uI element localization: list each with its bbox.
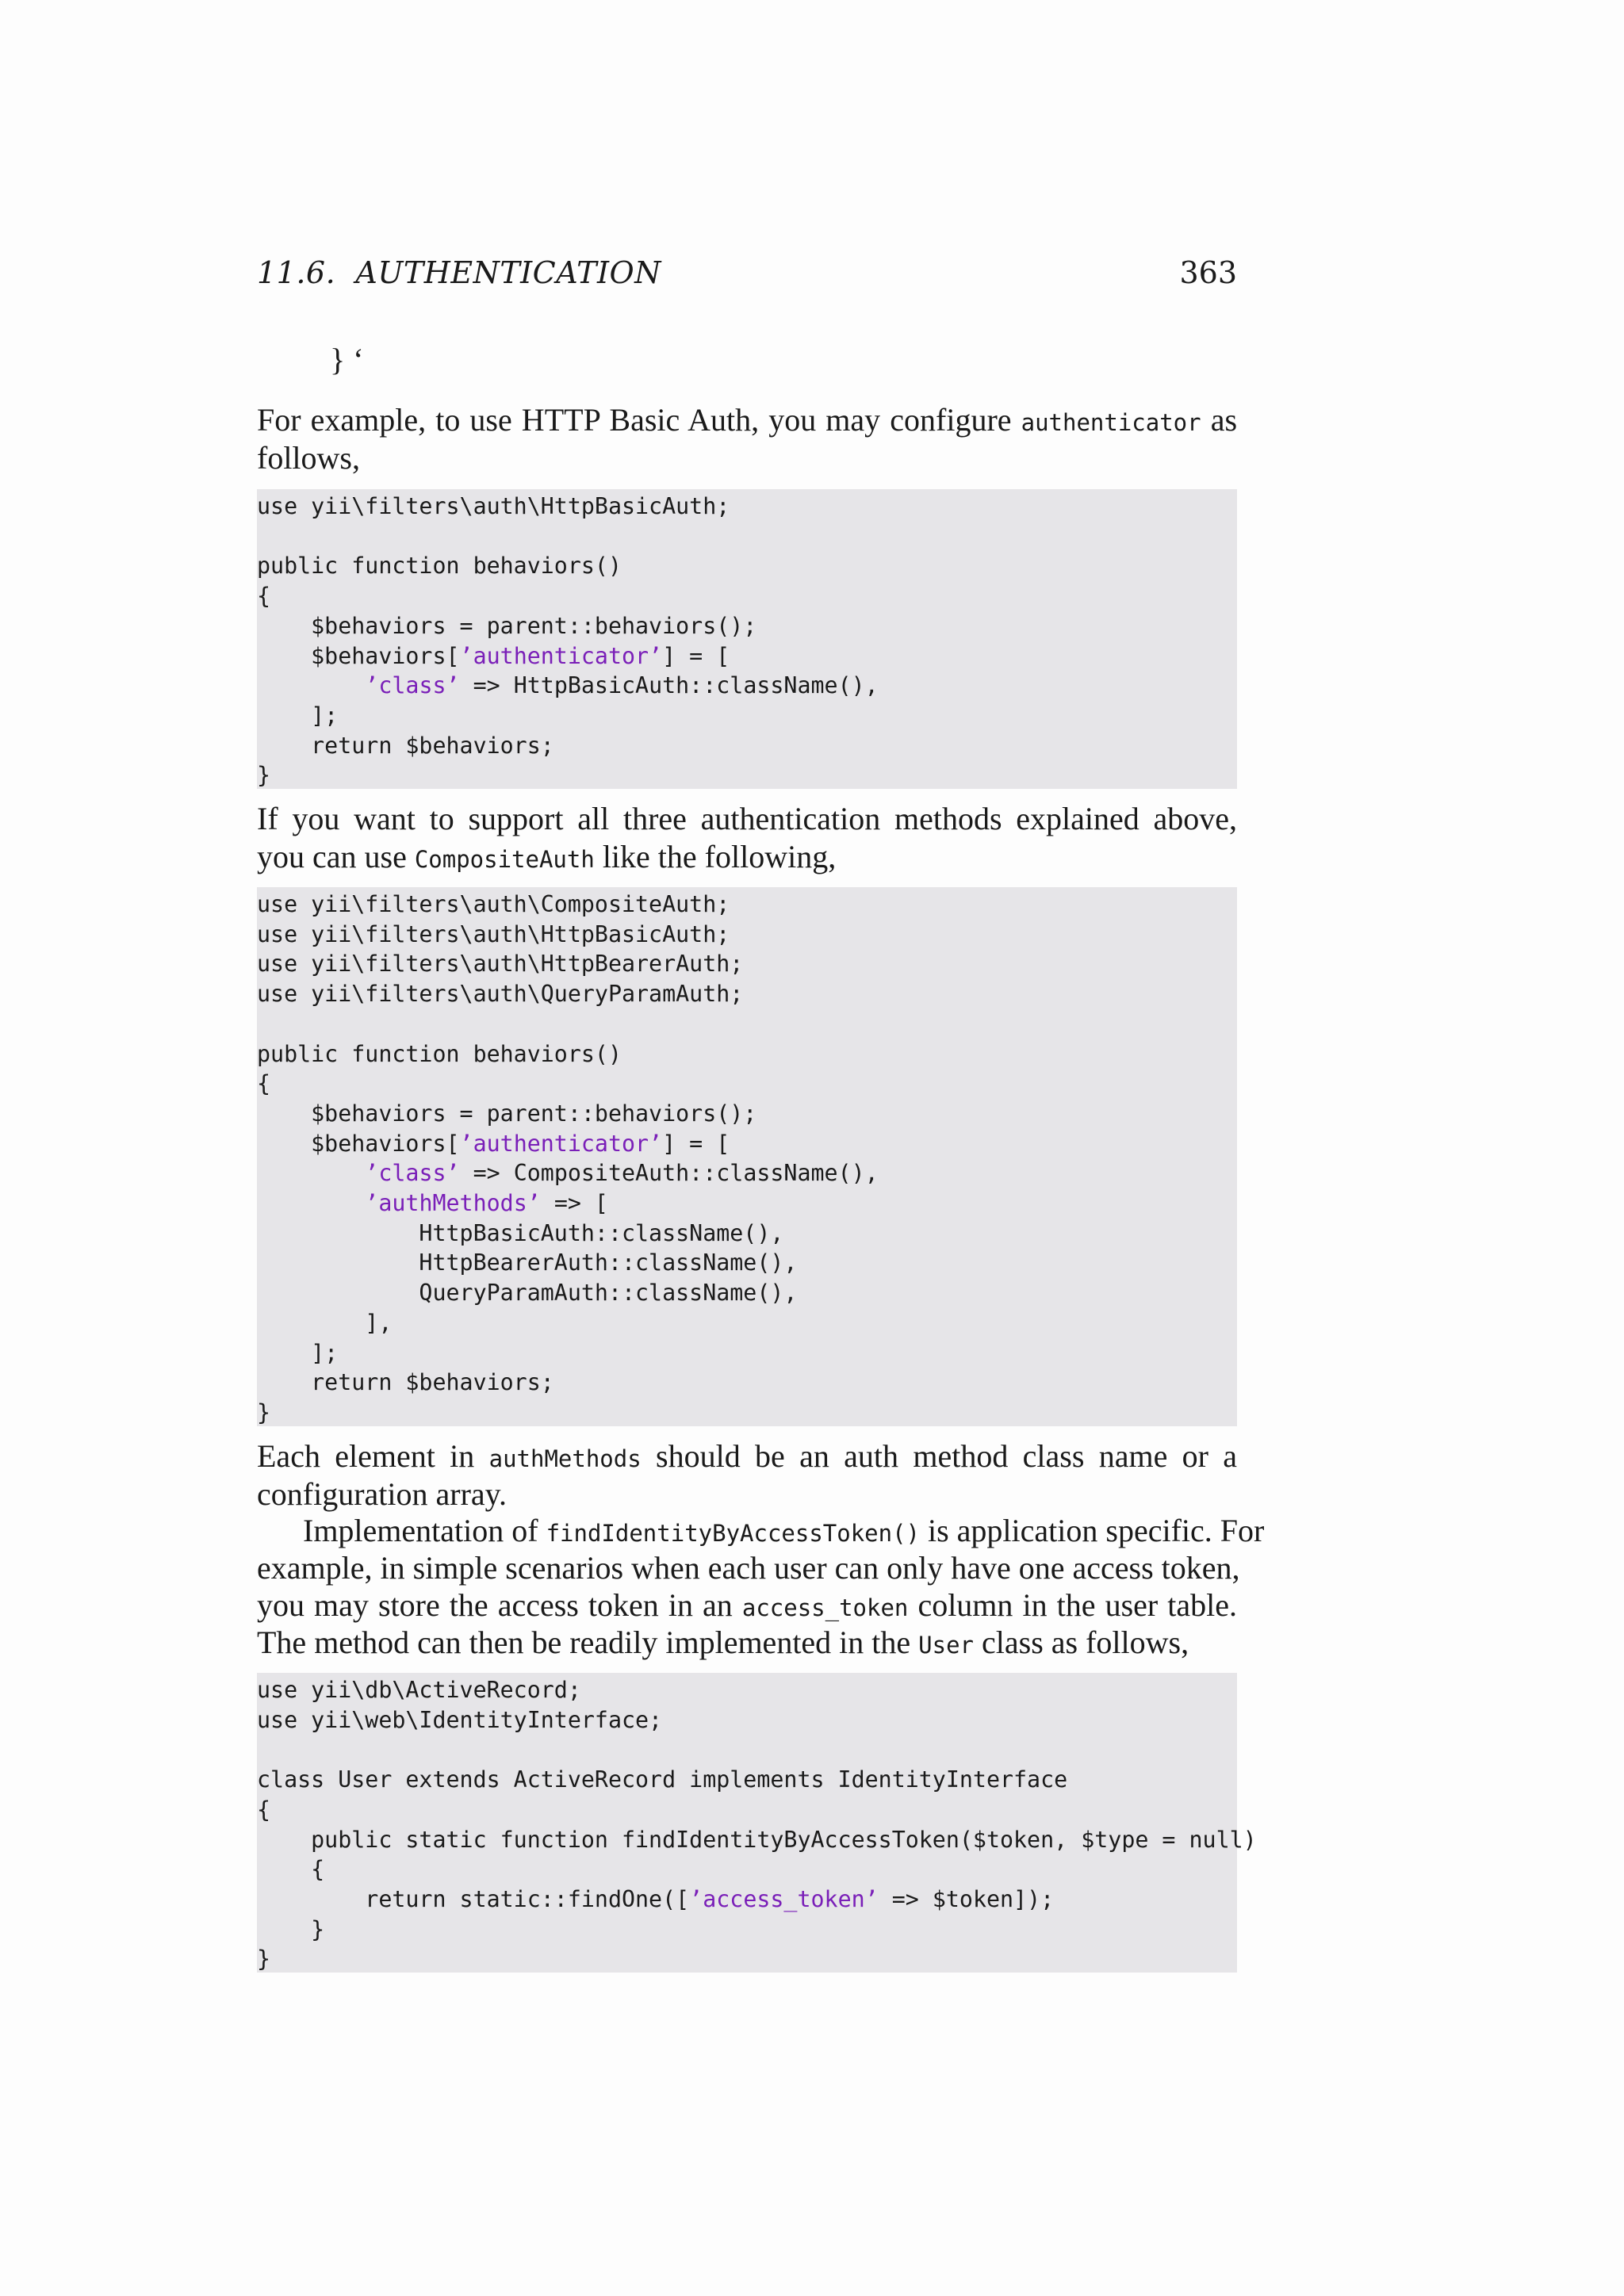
code-line: [257, 671, 879, 701]
code-line: $behaviors = parent::behaviors();: [257, 1100, 757, 1127]
text-run: Implementation of: [303, 1513, 538, 1548]
code-line: public function behaviors(): [257, 553, 622, 580]
inline-code-authmethods: authMethods: [488, 1445, 642, 1472]
para4-line2: example, in simple scenarios when each user can only have one access token,: [257, 1550, 1240, 1586]
text-run: class as follows,: [982, 1624, 1189, 1660]
code-block-user-class: [257, 1673, 1257, 1973]
code-line: [257, 1158, 879, 1188]
inline-code-compositeauth: CompositeAuth: [414, 846, 595, 873]
string-literal: ’authenticator’: [459, 1130, 663, 1157]
section-number: 11.6.: [257, 255, 336, 290]
text-run: should be an auth method class name or a: [656, 1438, 1238, 1474]
string-literal: ’class’: [365, 1160, 460, 1187]
code-line: use yii\filters\auth\HttpBasicAuth;: [257, 920, 730, 947]
code-line: }: [257, 762, 271, 789]
code-block-http-basic-auth: [257, 489, 1237, 789]
code-line: use yii\db\ActiveRecord;: [257, 1677, 581, 1703]
code-line: {: [257, 1796, 271, 1823]
para4-line4: [257, 1624, 1237, 1662]
text-run: you may store the access token in an: [257, 1587, 733, 1623]
para1-line1: [257, 401, 1237, 439]
code-line: }: [257, 1915, 325, 1942]
para4-line1: [257, 1512, 1265, 1550]
code-line: [257, 1129, 730, 1159]
code-line: return $behaviors;: [257, 1369, 554, 1396]
code-line: }: [257, 1399, 271, 1425]
code-text: => $token]);: [878, 1885, 1055, 1912]
code-line: {: [257, 1856, 325, 1883]
string-literal: ’access_token’: [689, 1885, 879, 1912]
code-line: return $behaviors;: [257, 732, 554, 759]
code-line: [257, 1885, 1054, 1915]
code-text: [257, 672, 365, 698]
code-text: ] = [: [662, 1130, 730, 1157]
inline-code-access-token: access_token: [741, 1594, 909, 1621]
code-line: use yii\web\IdentityInterface;: [257, 1706, 663, 1733]
code-line: }: [257, 1946, 271, 1973]
code-line: [257, 641, 730, 672]
code-text: ] = [: [662, 642, 730, 669]
code-text: return static::findOne([: [257, 1885, 690, 1912]
text-run: as: [1210, 402, 1238, 438]
header-section: [257, 255, 661, 290]
string-literal: ’authenticator’: [459, 642, 663, 669]
para3-line2: configuration array.: [257, 1476, 508, 1512]
code-line: class User extends ActiveRecord implements IdentityInterface: [257, 1766, 1068, 1793]
page-number: 363: [1179, 255, 1237, 290]
text-run: like the following,: [602, 839, 837, 874]
text-run: you can use: [257, 839, 407, 874]
code-line: use yii\filters\auth\HttpBasicAuth;: [257, 493, 730, 519]
section-title: AUTHENTICATION: [355, 255, 661, 290]
code-line: [257, 1188, 608, 1219]
text-run: column in the user table.: [917, 1587, 1238, 1623]
para2-line1: If you want to support all three authentication methods explained above,: [257, 801, 1237, 836]
para1-line2: follows,: [257, 440, 360, 476]
code-text: $behaviors[: [257, 642, 460, 669]
text-run: is application specific. For: [928, 1513, 1265, 1548]
inline-code-authenticator: authenticator: [1021, 409, 1201, 436]
code-line: ],: [257, 1309, 393, 1336]
code-block-composite-auth: [257, 887, 1237, 1426]
code-line: use yii\filters\auth\HttpBearerAuth;: [257, 951, 744, 978]
code-line: HttpBasicAuth::className(),: [257, 1219, 784, 1246]
para2-line2: [257, 838, 1237, 876]
inline-code-findidentity: findIdentityByAccessToken(): [546, 1520, 920, 1547]
code-text: $behaviors[: [257, 1130, 460, 1157]
text-run: For example, to use HTTP Basic Auth, you may configure: [257, 402, 1012, 438]
code-line: HttpBearerAuth::className(),: [257, 1249, 798, 1276]
inline-code-user: User: [918, 1632, 975, 1659]
string-literal: ’authMethods’: [365, 1190, 541, 1216]
code-line: ];: [257, 702, 339, 729]
text-run: The method can then be readily implemented in the: [257, 1624, 911, 1660]
code-text: [257, 1190, 365, 1216]
code-line: use yii\filters\auth\QueryParamAuth;: [257, 981, 744, 1008]
code-line: {: [257, 1070, 271, 1097]
running-header: [257, 255, 1237, 300]
code-line: ];: [257, 1339, 339, 1366]
code-text: [257, 1160, 365, 1186]
code-text: => HttpBasicAuth::className(),: [459, 672, 879, 699]
code-line: $behaviors = parent::behaviors();: [257, 612, 757, 639]
string-literal: ’class’: [365, 672, 460, 699]
code-line: use yii\filters\auth\CompositeAuth;: [257, 891, 730, 917]
code-line: public function behaviors(): [257, 1040, 622, 1067]
stray-brace-text: } ‘: [330, 342, 364, 377]
text-run: Each element in: [257, 1438, 475, 1474]
code-line: QueryParamAuth::className(),: [257, 1280, 798, 1307]
code-line: {: [257, 583, 271, 610]
code-text: => [: [540, 1190, 608, 1216]
code-line: public static function findIdentityByAccessToken($token, $type = null): [257, 1826, 1257, 1853]
code-text: => CompositeAuth::className(),: [459, 1160, 879, 1187]
para4-line3: [257, 1586, 1237, 1624]
para3-line1: [257, 1437, 1237, 1475]
